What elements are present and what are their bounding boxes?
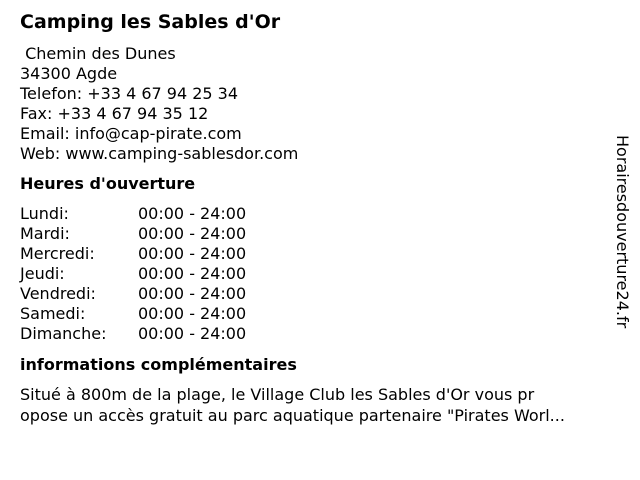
day-label: Lundi:: [20, 204, 69, 223]
street-address: Chemin des Dunes: [20, 44, 176, 63]
website-link[interactable]: Web: www.camping-sablesdor.com: [20, 144, 299, 163]
hours-heading: Heures d'ouverture: [20, 174, 196, 193]
listing-card: [20, 10, 620, 426]
day-label: Jeudi:: [20, 264, 65, 283]
info-description: [20, 384, 615, 426]
hours-row-vendredi: [20, 284, 620, 304]
hours-row-dimanche: [20, 324, 620, 344]
info-line-2: opose un accès gratuit au parc aquatique partenaire "Pirates Worl...: [20, 406, 565, 425]
time-range: 00:00 - 24:00: [138, 204, 247, 223]
time-range: 00:00 - 24:00: [138, 324, 247, 343]
hours-row-jeudi: [20, 264, 620, 284]
day-label: Dimanche:: [20, 324, 107, 343]
day-label: Mercredi:: [20, 244, 95, 263]
time-range: 00:00 - 24:00: [138, 284, 247, 303]
phone-number[interactable]: Telefon: +33 4 67 94 25 34: [20, 84, 239, 103]
time-range: 00:00 - 24:00: [138, 244, 247, 263]
site-credit-vertical: Horairesdouverture24.fr: [613, 135, 632, 329]
day-label: Samedi:: [20, 304, 86, 323]
time-range: 00:00 - 24:00: [138, 264, 247, 283]
hours-row-mardi: [20, 224, 620, 244]
day-label: Mardi:: [20, 224, 70, 243]
city-postcode: 34300 Agde: [20, 64, 118, 83]
opening-hours-table: [20, 204, 620, 344]
hours-row-mercredi: [20, 244, 620, 264]
contact-block: [20, 44, 620, 164]
hours-row-samedi: [20, 304, 620, 324]
hours-row-lundi: [20, 204, 620, 224]
info-heading: informations complémentaires: [20, 355, 297, 374]
fax-number: Fax: +33 4 67 94 35 12: [20, 104, 209, 123]
business-title: Camping les Sables d'Or: [20, 11, 281, 33]
info-line-1: Situé à 800m de la plage, le Village Club les Sables d'Or vous pr: [20, 385, 535, 404]
time-range: 00:00 - 24:00: [138, 304, 247, 323]
day-label: Vendredi:: [20, 284, 96, 303]
time-range: 00:00 - 24:00: [138, 224, 247, 243]
email-address[interactable]: Email: info@cap-pirate.com: [20, 124, 242, 143]
